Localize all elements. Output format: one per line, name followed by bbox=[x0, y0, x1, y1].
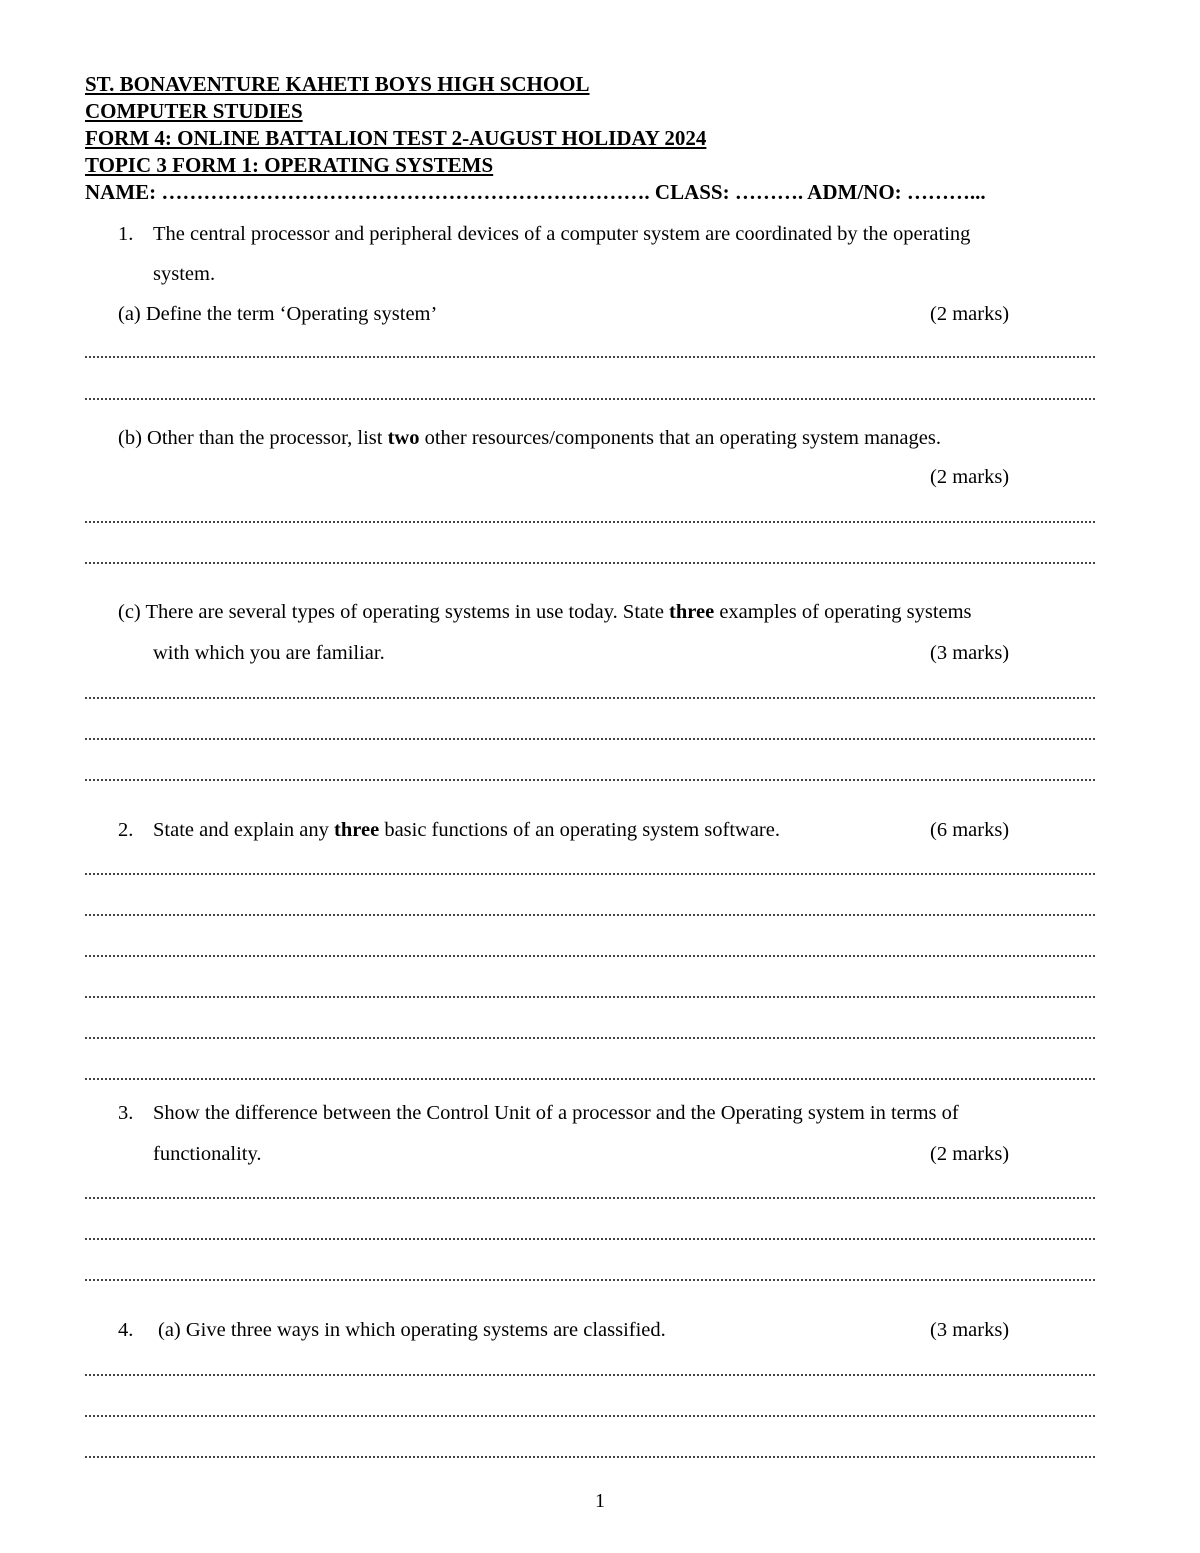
question-4a-text: (a) Give three ways in which operating systems are classified. bbox=[158, 1319, 666, 1341]
question-1c-marks: (3 marks) bbox=[930, 642, 1010, 664]
question-4a-marks: (3 marks) bbox=[930, 1319, 1010, 1341]
question-2-marks: (6 marks) bbox=[930, 819, 1010, 841]
school-title: ST. BONAVENTURE KAHETI BOYS HIGH SCHOOL bbox=[85, 72, 590, 96]
question-1-stem-line1: The central processor and peripheral devices of a computer system are coordinated by the operating bbox=[153, 223, 971, 245]
answer-line[interactable] bbox=[85, 697, 1095, 699]
question-3-number: 3. bbox=[118, 1102, 134, 1124]
question-3-text-line2: functionality. bbox=[153, 1143, 262, 1165]
question-3-text-line1: Show the difference between the Control Unit of a processor and the Operating system in terms of bbox=[153, 1102, 959, 1124]
answer-line[interactable] bbox=[85, 779, 1095, 781]
question-1c-text-line2: with which you are familiar. bbox=[153, 642, 385, 664]
topic-title: TOPIC 3 FORM 1: OPERATING SYSTEMS bbox=[85, 153, 494, 177]
answer-line[interactable] bbox=[85, 1197, 1095, 1199]
answer-line[interactable] bbox=[85, 398, 1095, 400]
question-1c-text: (c) There are several types of operating systems in use today. State three examples of operating systems bbox=[118, 601, 972, 623]
page-number: 1 bbox=[595, 1490, 605, 1512]
answer-line[interactable] bbox=[85, 996, 1095, 998]
answer-line[interactable] bbox=[85, 873, 1095, 875]
question-2-text: State and explain any three basic functions of an operating system software. bbox=[153, 819, 780, 841]
answer-line[interactable] bbox=[85, 1374, 1095, 1376]
answer-line[interactable] bbox=[85, 1078, 1095, 1080]
answer-line[interactable] bbox=[85, 914, 1095, 916]
question-2-number: 2. bbox=[118, 819, 134, 841]
question-1a-text: (a) Define the term ‘Operating system’ bbox=[118, 303, 438, 325]
question-4-number: 4. bbox=[118, 1319, 134, 1341]
question-3-marks: (2 marks) bbox=[930, 1143, 1010, 1165]
question-1b-text: (b) Other than the processor, list two other resources/components that an operating system manages. bbox=[118, 427, 941, 449]
answer-line[interactable] bbox=[85, 1238, 1095, 1240]
subject-title: COMPUTER STUDIES bbox=[85, 99, 303, 123]
answer-line[interactable] bbox=[85, 356, 1095, 358]
answer-line[interactable] bbox=[85, 738, 1095, 740]
answer-line[interactable] bbox=[85, 1037, 1095, 1039]
answer-line[interactable] bbox=[85, 562, 1095, 564]
test-title: FORM 4: ONLINE BATTALION TEST 2-AUGUST HOLIDAY 2024 bbox=[85, 126, 707, 150]
answer-line[interactable] bbox=[85, 521, 1095, 523]
question-1-number: 1. bbox=[118, 223, 134, 245]
answer-line[interactable] bbox=[85, 1279, 1095, 1281]
answer-line[interactable] bbox=[85, 955, 1095, 957]
question-1a-marks: (2 marks) bbox=[930, 303, 1010, 325]
question-1b-marks: (2 marks) bbox=[930, 466, 1010, 488]
answer-line[interactable] bbox=[85, 1415, 1095, 1417]
student-details-line: NAME: ……………………………………………………………. CLASS: ………. ADM/NO: ………... bbox=[85, 180, 986, 204]
answer-line[interactable] bbox=[85, 1456, 1095, 1458]
question-1-stem-line2: system. bbox=[153, 263, 216, 285]
